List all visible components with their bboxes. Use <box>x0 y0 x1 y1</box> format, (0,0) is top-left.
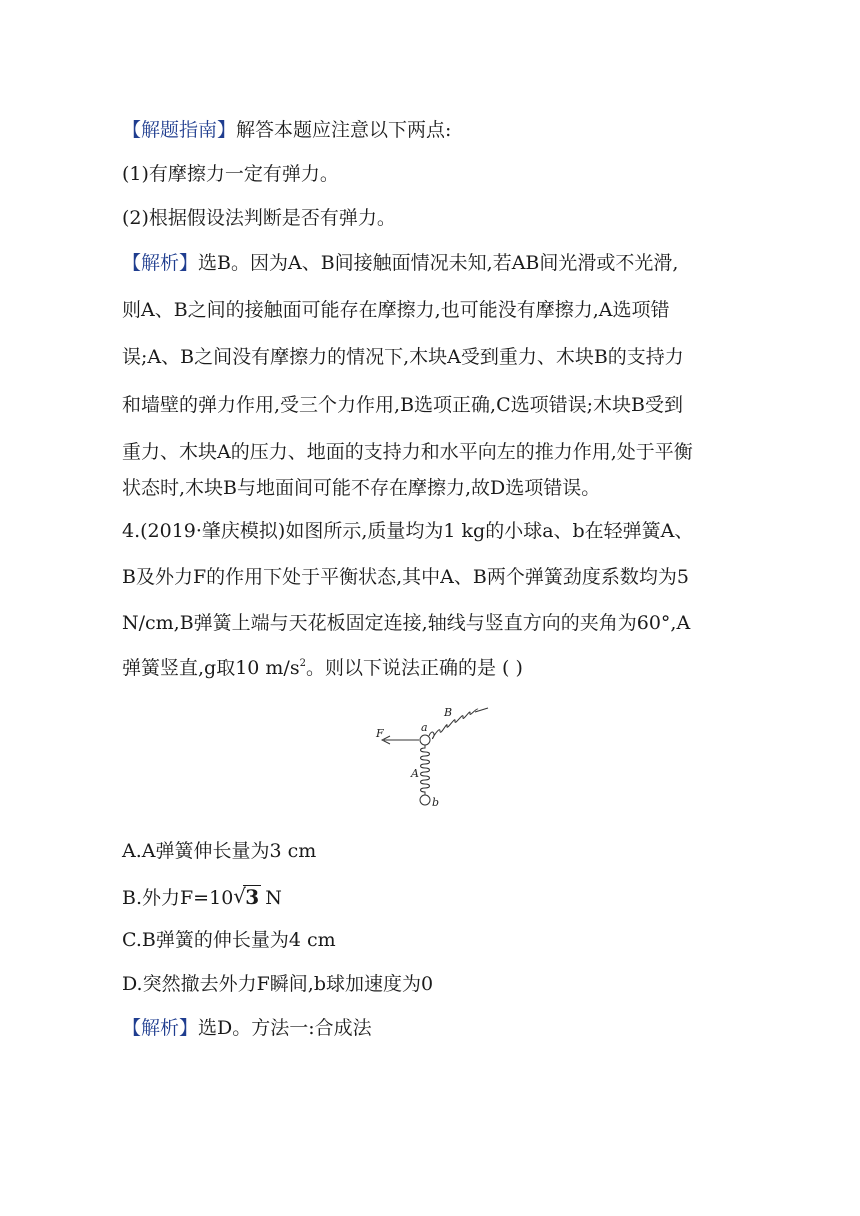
label-a-spring: A <box>411 767 419 780</box>
option-c: C.B弹簧的伸长量为4 cm <box>122 929 336 951</box>
ceiling-line <box>475 708 488 712</box>
ball-b <box>420 795 430 805</box>
guide-intro-line <box>122 118 742 142</box>
option-b-pre: B.外力F=10 <box>122 887 234 909</box>
spring-a <box>421 745 430 795</box>
analysis1-tag: 【解析】 <box>122 252 199 274</box>
analysis2-text: 选D。方法一:合成法 <box>198 1017 372 1039</box>
option-b-post: N <box>259 887 282 909</box>
question4-line-4 <box>122 656 742 680</box>
analysis2-tag: 【解析】 <box>122 1017 199 1039</box>
analysis1-line-4: 和墙壁的弹力作用,受三个力作用,B选项正确,C选项错误;木块B受到 <box>122 394 683 416</box>
analysis1-line-5: 重力、木块A的压力、地面的支持力和水平向左的推力作用,处于平衡 <box>122 441 693 463</box>
option-a: A.A弹簧伸长量为3 cm <box>122 840 317 862</box>
analysis2-line <box>122 1016 742 1040</box>
question4-line-1: 4.(2019·肇庆模拟)如图所示,质量均为1 kg的小球a、b在轻弹簧A、 <box>122 520 694 542</box>
sqrt-symbol: √ 3 <box>233 884 260 909</box>
guide-point-1: (1)有摩擦力一定有弹力。 <box>122 163 339 185</box>
guide-intro: 解答本题应注意以下两点: <box>236 119 452 141</box>
sqrt-radicand: 3 <box>245 885 260 909</box>
analysis1-text-1: 选B。因为A、B间接触面情况未知,若AB间光滑或不光滑, <box>198 252 679 274</box>
question4-line-3: N/cm,B弹簧上端与天花板固定连接,轴线与竖直方向的夹角为60°,A <box>122 612 691 634</box>
question4-line-2: B及外力F的作用下处于平衡状态,其中A、B两个弹簧劲度系数均为5 <box>122 566 689 588</box>
ball-a <box>420 735 430 745</box>
analysis1-line-2: 则A、B之间的接触面可能存在摩擦力,也可能没有摩擦力,A选项错 <box>122 299 670 321</box>
question4-last-post: 。则以下说法正确的是 ( ) <box>305 657 523 679</box>
label-b-spring: B <box>444 706 453 719</box>
option-b <box>122 885 742 910</box>
question4-last-pre: 弹簧竖直,g取10 m/s <box>122 657 300 679</box>
analysis1-line-6: 状态时,木块B与地面间可能不存在摩擦力,故D选项错误。 <box>122 477 601 499</box>
spring-b <box>429 709 478 739</box>
analysis1-line-3: 误;A、B之间没有摩擦力的情况下,木块A受到重力、木块B的支持力 <box>122 346 684 368</box>
label-a-ball: a <box>421 721 428 734</box>
option-d: D.突然撤去外力F瞬间,b球加速度为0 <box>122 973 434 995</box>
question4-superscript: 2 <box>299 658 306 669</box>
spring-diagram-svg <box>370 700 492 816</box>
label-b-ball: b <box>432 796 440 809</box>
spring-diagram <box>370 700 492 816</box>
analysis1-line-1 <box>122 251 742 275</box>
guide-point-2: (2)根据假设法判断是否有弹力。 <box>122 207 396 229</box>
label-f: F <box>376 727 384 740</box>
guide-tag: 【解题指南】 <box>122 119 237 141</box>
